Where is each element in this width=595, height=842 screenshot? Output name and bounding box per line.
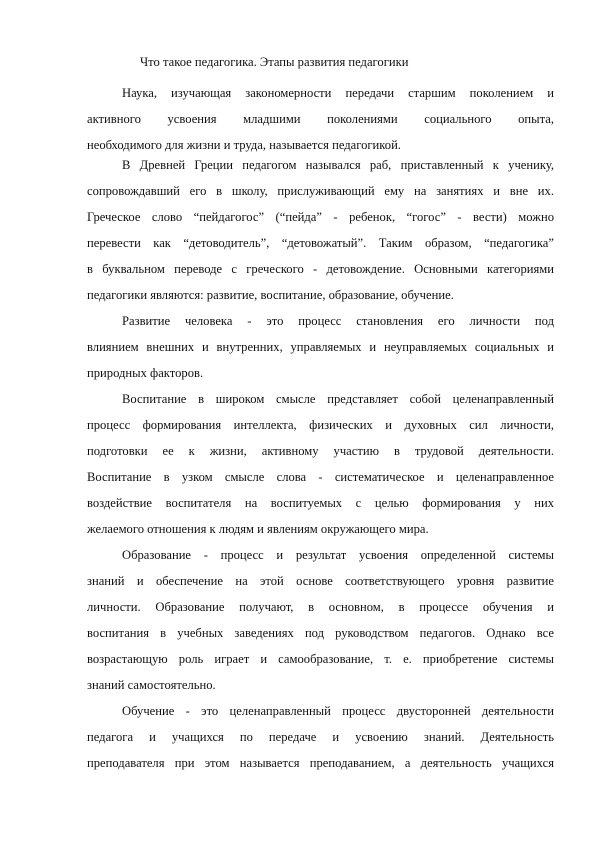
text-line: педагогики являются: развитие, воспитание, образование, обучение.: [87, 288, 454, 302]
text-line: личности. Образование получают, в основном, в процессе обучения и: [87, 600, 554, 614]
text-line: перевести как “детоводитель”, “детовожатый”. Таким образом, “педагогика”: [87, 236, 554, 250]
text-line: В Древней Греции педагогом назывался раб, приставленный к ученику,: [122, 158, 554, 172]
text-line: знаний самостоятельно.: [87, 678, 216, 692]
text-line: преподавателя при этом называется преподаванием, а деятельность учащихся: [87, 756, 554, 770]
text-line: Воспитание в широком смысле представляет собой целенаправленный: [122, 392, 554, 406]
text-line: необходимого для жизни и труда, называется педагогикой.: [87, 138, 401, 152]
text-line: педагога и учащихся по передаче и усвоению знаний. Деятельность: [87, 730, 554, 744]
text-line: Обучение - это целенаправленный процесс двусторонней деятельности: [122, 704, 554, 718]
text-line: воздействие воспитателя на воспитуемых с целью формирования у них: [87, 496, 554, 510]
text-line: Развитие человека - это процесс становления его личности под: [122, 314, 554, 328]
text-line: Наука, изучающая закономерности передачи старшим поколением и: [122, 86, 554, 100]
text-line: возрастающую роль играет и самообразование, т. е. приобретение системы: [87, 652, 554, 666]
text-line: влиянием внешних и внутренних, управляемых и неуправляемых социальных и: [87, 340, 554, 354]
text-line: Образование - процесс и результат усвоения определенной системы: [122, 548, 554, 562]
text-line: воспитания в учебных заведениях под руководством педагогов. Однако все: [87, 626, 554, 640]
text-line: активного усвоения младшими поколениями социального опыта,: [87, 112, 554, 126]
text-line: сопровождавший его в школу, прислуживающий ему на занятиях и вне их.: [87, 184, 554, 198]
document-title: Что такое педагогика. Этапы развития педагогики: [140, 55, 409, 69]
text-line: в буквальном переводе с греческого - детовождение. Основными категориями: [87, 262, 554, 276]
text-line: подготовки ее к жизни, активному участию в трудовой деятельности.: [87, 444, 554, 458]
text-line: Греческое слово “пейдагогос” (“пейда” - ребенок, “гогос” - вести) можно: [87, 210, 554, 224]
text-line: процесс формирования интеллекта, физических и духовных сил личности,: [87, 418, 554, 432]
text-line: Воспитание в узком смысле слова - систематическое и целенаправленное: [87, 470, 554, 484]
text-line: желаемого отношения к людям и явлениям окружающего мира.: [87, 522, 429, 536]
text-line: природных факторов.: [87, 366, 204, 380]
text-line: знаний и обеспечение на этой основе соответствующего уровня развитие: [87, 574, 554, 588]
